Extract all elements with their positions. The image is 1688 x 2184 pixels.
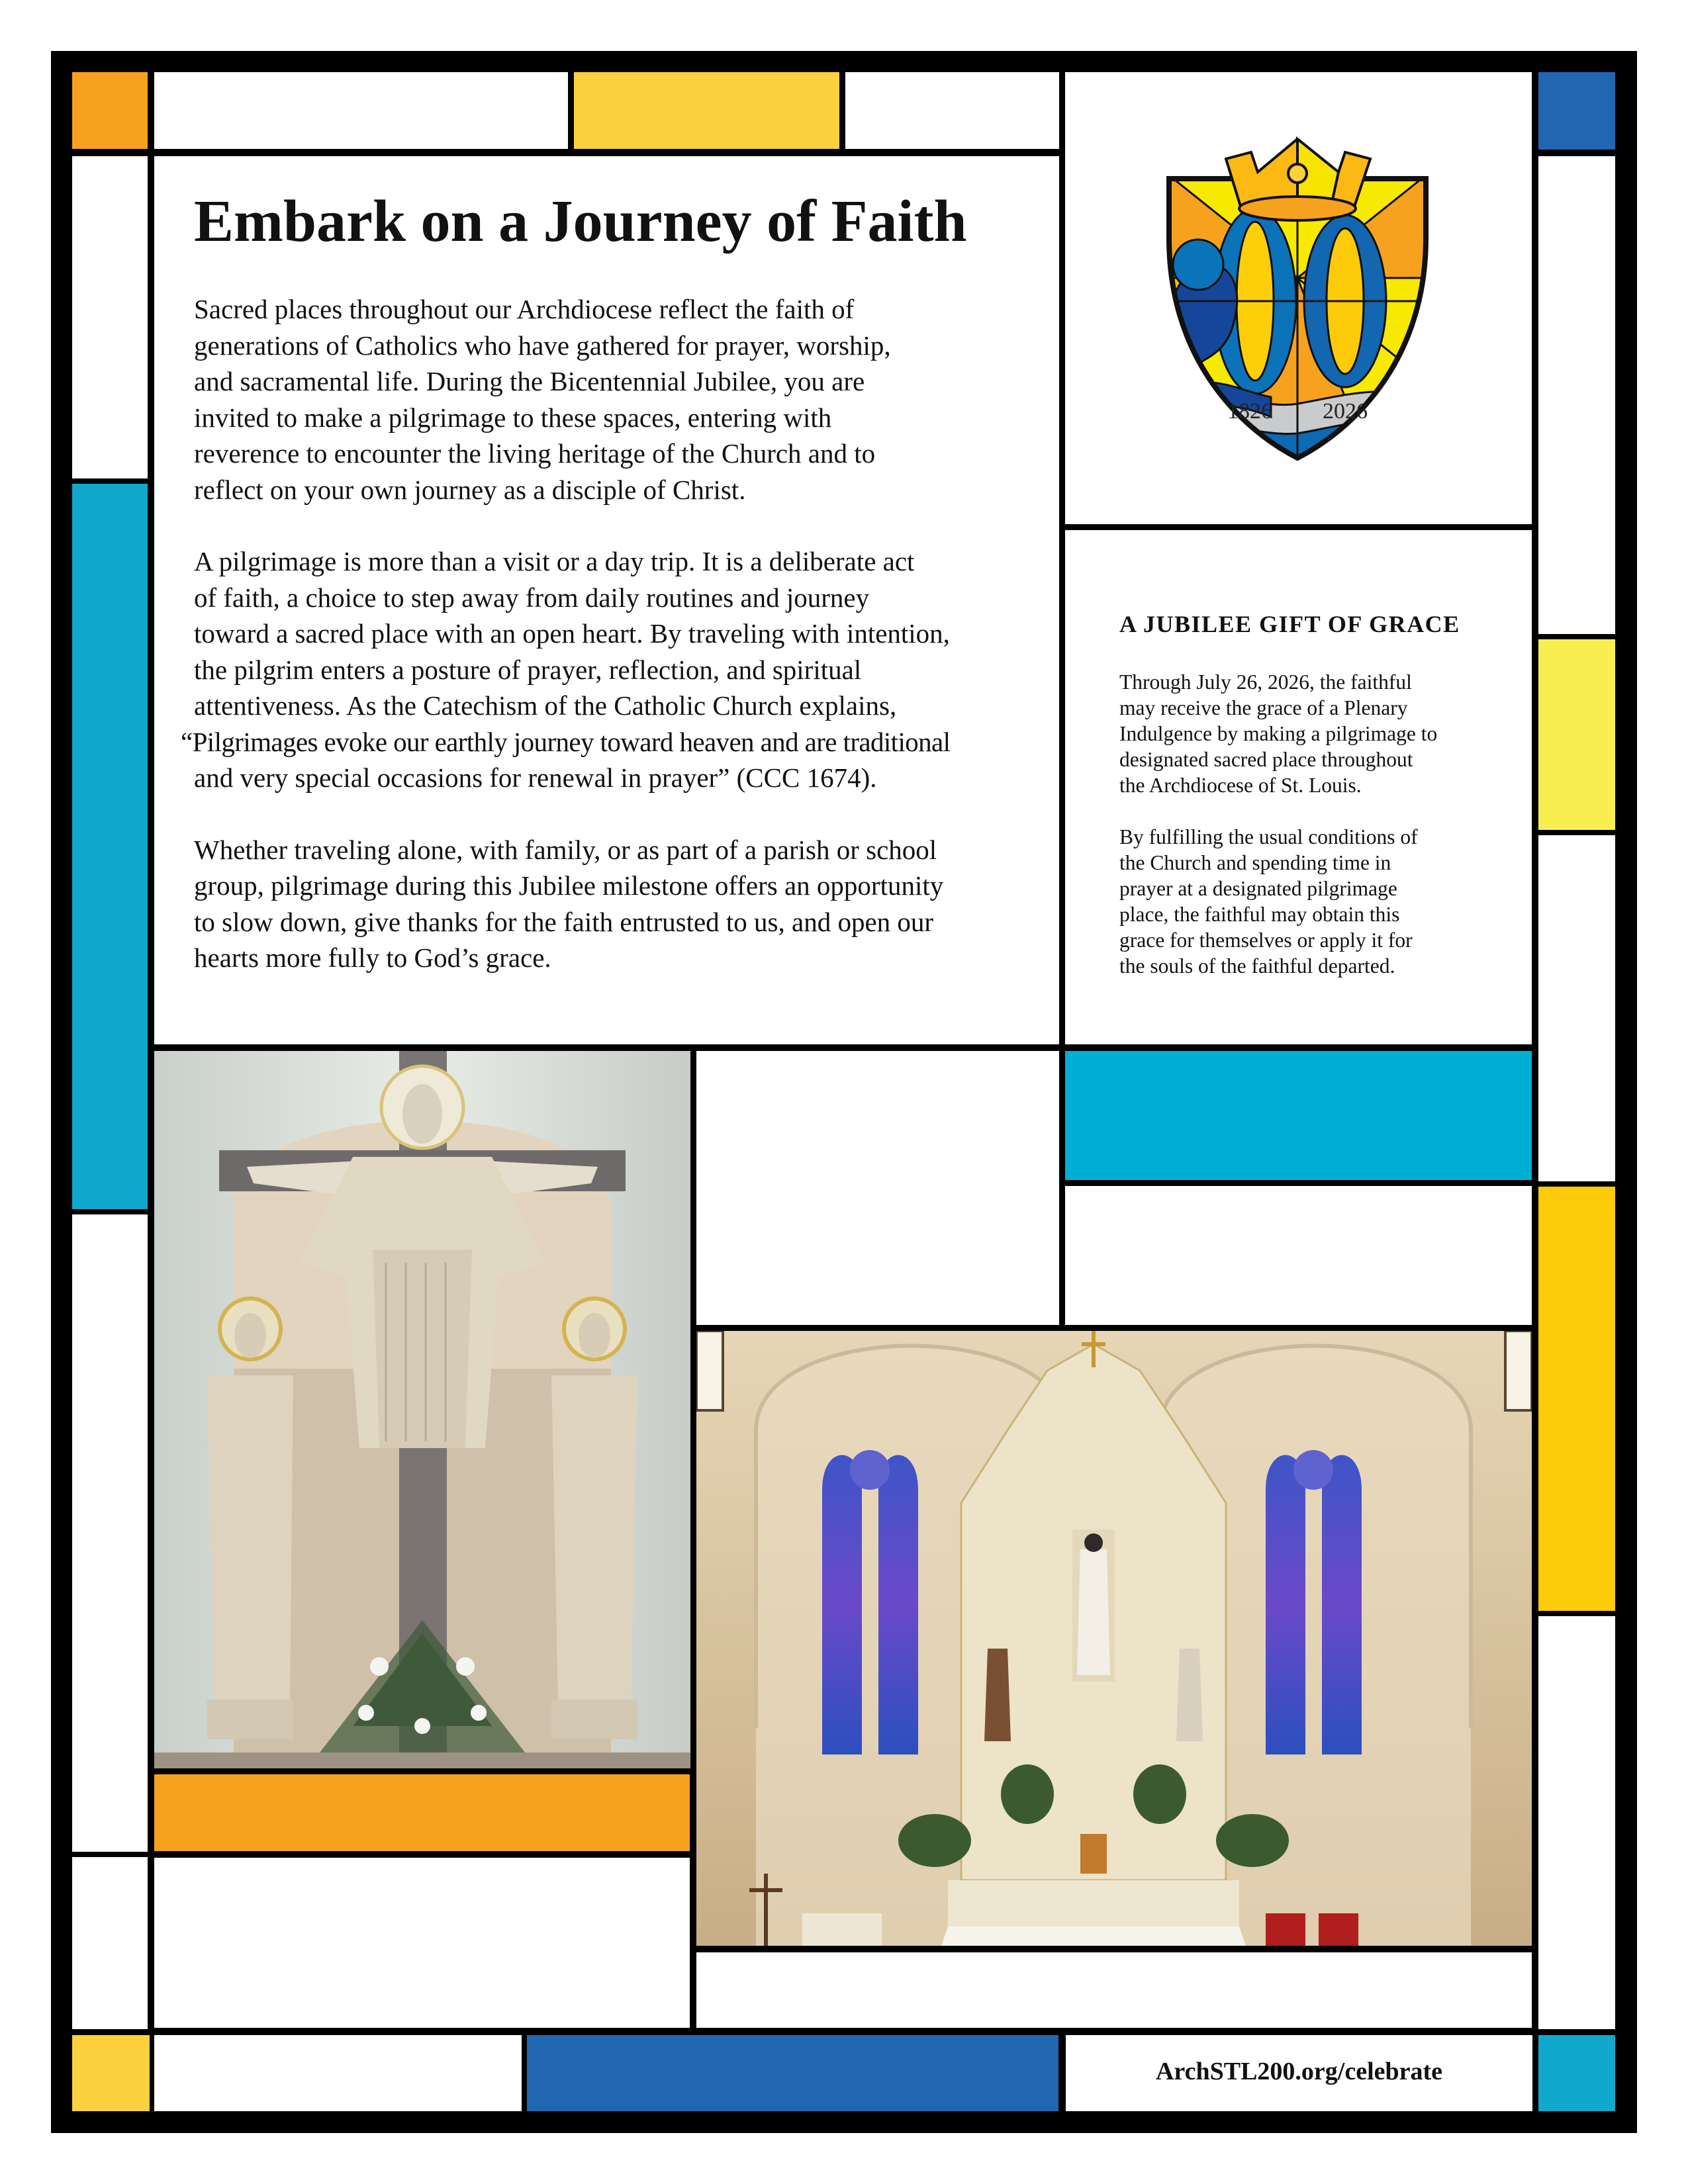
pane-cyan-left bbox=[72, 484, 148, 1209]
pane-white bbox=[1538, 1616, 1615, 2029]
text-line: reverence to encounter the living heritage of the Church and to bbox=[194, 438, 876, 469]
body-paragraphs bbox=[181, 291, 1048, 1012]
text-line: grace for themselves or apply it for bbox=[1119, 929, 1413, 952]
text-line: invited to make a pilgrimage to these spaces, entering with bbox=[194, 402, 832, 433]
svg-text:1826: 1826 bbox=[1227, 399, 1272, 424]
pane-white bbox=[154, 2035, 522, 2111]
text-line: designated sacred place throughout bbox=[1119, 748, 1413, 771]
text-line: the souls of the faithful departed. bbox=[1119, 954, 1395, 978]
svg-text:2026: 2026 bbox=[1323, 399, 1368, 424]
pane-white bbox=[72, 156, 148, 478]
text-line: the Church and spending time in bbox=[1119, 851, 1391, 874]
pane-white bbox=[696, 1952, 1532, 2028]
jubilee-paragraph-conditions bbox=[1119, 824, 1490, 979]
text-line: to slow down, give thanks for the faith entrusted to us, and open our bbox=[194, 906, 934, 937]
paragraph-invitation bbox=[194, 832, 1048, 976]
pane-white bbox=[1538, 835, 1615, 1181]
pane-white bbox=[72, 1214, 148, 1852]
bicentennial-logo bbox=[1165, 132, 1430, 463]
text-line: of faith, a choice to step away from daily routines and journey bbox=[194, 582, 870, 613]
pane-white bbox=[154, 72, 568, 149]
text-line: prayer at a designated pilgrimage bbox=[1119, 877, 1397, 900]
pane-white bbox=[696, 1051, 1059, 1325]
pane-white bbox=[154, 1858, 690, 2028]
footer-url-link[interactable]: ArchSTL200.org/celebrate bbox=[1155, 2058, 1443, 2085]
pane-white bbox=[72, 1857, 148, 2029]
pane-cyan-middle bbox=[1065, 1051, 1532, 1180]
text-line: toward a sacred place with an open heart. By traveling with intention, bbox=[194, 618, 950, 649]
text-line: Sacred places throughout our Archdiocese reflect the faith of bbox=[194, 294, 855, 324]
jubilee-paragraph-indulgence bbox=[1119, 669, 1490, 798]
text-line: generations of Catholics who have gathered for prayer, worship, bbox=[194, 330, 891, 361]
text-line: group, pilgrimage during this Jubilee milestone offers an opportunity bbox=[194, 870, 944, 901]
text-line: Through July 26, 2026, the faithful bbox=[1119, 670, 1412, 694]
text-line: Indulgence by making a pilgrimage to bbox=[1119, 722, 1438, 745]
pane-white bbox=[1065, 1186, 1532, 1325]
text-line: hearts more fully to God’s grace. bbox=[194, 942, 551, 973]
paragraph-intro bbox=[194, 291, 1048, 508]
page-title: Embark on a Journey of Faith bbox=[194, 189, 967, 254]
pane-blue-bottom bbox=[527, 2035, 1058, 2111]
text-line: attentiveness. As the Catechism of the Catholic Church explains, bbox=[194, 690, 897, 721]
pane-cyan-bottom-right bbox=[1538, 2035, 1615, 2111]
jubilee-body bbox=[1119, 669, 1490, 1005]
text-line: and sacramental life. During the Bicentennial Jubilee, you are bbox=[194, 366, 865, 396]
text-line: the Archdiocese of St. Louis. bbox=[1119, 774, 1362, 797]
text-line: the pilgrim enters a posture of prayer, reflection, and spiritual bbox=[194, 654, 862, 685]
text-line: By fulfilling the usual conditions of bbox=[1119, 825, 1418, 848]
jubilee-heading: A JUBILEE GIFT OF GRACE bbox=[1119, 611, 1460, 637]
text-line: reflect on your own journey as a disciple of Christ. bbox=[194, 474, 746, 505]
text-line: may receive the grace of a Plenary bbox=[1119, 696, 1408, 719]
pane-yellow-top bbox=[574, 72, 839, 149]
pane-orange-top-left bbox=[72, 72, 148, 149]
pane-blue-top-right bbox=[1538, 72, 1615, 150]
catechism-quote-line: “Pilgrimages evoke our earthly journey toward heaven and are traditional bbox=[181, 726, 951, 757]
pane-orange-bottom bbox=[154, 1774, 690, 1851]
crucifix-statue-photo bbox=[154, 1051, 690, 1768]
pane-light-yellow-right bbox=[1538, 639, 1615, 830]
pane-white bbox=[1538, 156, 1615, 634]
pane-white bbox=[845, 72, 1059, 149]
shield-crown-icon bbox=[1165, 132, 1430, 463]
text-line: Whether traveling alone, with family, or as part of a parish or school bbox=[194, 834, 937, 865]
text-line: A pilgrimage is more than a visit or a day trip. It is a deliberate act bbox=[194, 546, 915, 576]
pane-yellow-bottom-left bbox=[72, 2035, 150, 2111]
paragraph-pilgrimage bbox=[181, 543, 1048, 796]
text-line: place, the faithful may obtain this bbox=[1119, 903, 1400, 926]
church-sanctuary-photo bbox=[696, 1331, 1532, 1946]
text-line: and very special occasions for renewal in prayer” (CCC 1674). bbox=[194, 762, 877, 793]
pane-gold-right bbox=[1538, 1187, 1615, 1611]
